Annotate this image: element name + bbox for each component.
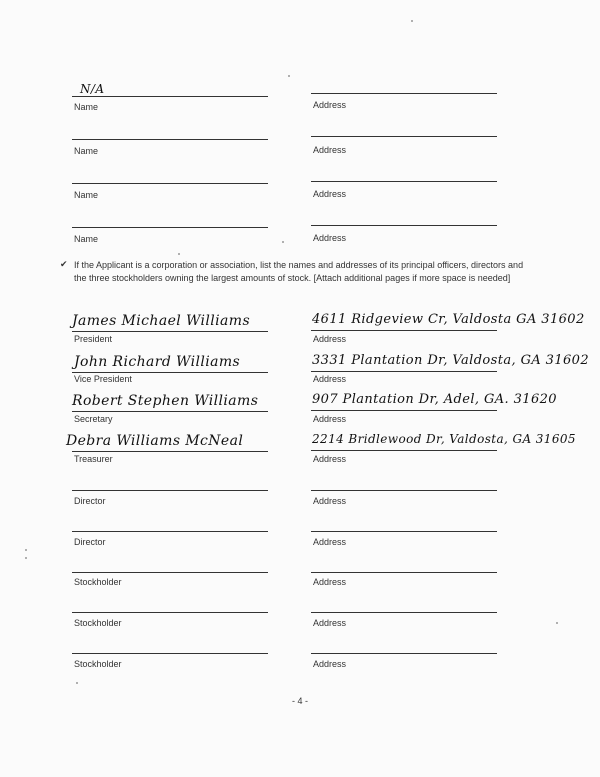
address-line-3 [311, 181, 497, 182]
officer-address-line-vice-president [311, 371, 497, 372]
officer-address-label-president: Address [313, 334, 347, 344]
officer-address-line-president [311, 330, 497, 331]
director-label-2: Director [74, 537, 106, 547]
instruction-text: If the Applicant is a corporation or association, list the names and addresses of its principal officers, directors and the three stockholders owning the largest amounts of stock. [Attach additional pages if more space is needed] [74, 260, 524, 283]
name-label-2: Name [74, 146, 99, 156]
name-label-1: Name [74, 102, 99, 112]
officer-address-secretary: 907 Plantation Dr, Adel, GA. 31620 [312, 392, 557, 407]
check-icon: ✔ [60, 259, 68, 269]
director-line-1 [72, 490, 268, 491]
officer-role-secretary: Secretary [74, 414, 113, 424]
address-line-4 [311, 225, 497, 226]
officer-name-treasurer: Debra Williams McNeal [66, 433, 244, 449]
name-label-4: Name [74, 234, 99, 244]
officer-address-label-treasurer: Address [313, 454, 347, 464]
officer-line-treasurer [72, 451, 268, 452]
scan-speck [25, 549, 27, 551]
officer-role-treasurer: Treasurer [74, 454, 113, 464]
address-label-3: Address [313, 189, 347, 199]
stockholder-line-2 [72, 612, 268, 613]
address-label-4: Address [313, 233, 347, 243]
name-label-3: Name [74, 190, 99, 200]
director-address-line-1 [311, 490, 497, 491]
scan-speck [178, 253, 180, 255]
name-line-3 [72, 183, 268, 184]
stockholder-label-2: Stockholder [74, 618, 122, 628]
scan-speck [556, 622, 558, 624]
officer-address-line-treasurer [311, 450, 497, 451]
stockholder-address-label-1: Address [313, 577, 347, 587]
officer-name-secretary: Robert Stephen Williams [72, 393, 259, 409]
officer-line-secretary [72, 411, 268, 412]
officer-address-line-secretary [311, 410, 497, 411]
stockholder-address-label-2: Address [313, 618, 347, 628]
officer-address-president: 4611 Ridgeview Cr, Valdosta GA 31602 [312, 312, 585, 327]
stockholder-address-line-2 [311, 612, 497, 613]
officer-address-vice-president: 3331 Plantation Dr, Valdosta, GA 31602 [312, 353, 590, 368]
officer-line-vice-president [72, 372, 268, 373]
scan-speck [25, 557, 27, 559]
scan-speck [76, 682, 78, 684]
stockholder-label-1: Stockholder [74, 577, 122, 587]
director-address-label-2: Address [313, 537, 347, 547]
address-line-2 [311, 136, 497, 137]
scan-speck [282, 241, 284, 243]
scan-speck [288, 75, 290, 77]
officer-line-president [72, 331, 268, 332]
name-line-2 [72, 139, 268, 140]
address-label-1: Address [313, 100, 347, 110]
officer-name-president: James Michael Williams [72, 313, 251, 329]
stockholder-line-1 [72, 572, 268, 573]
page-number: - 4 - [291, 696, 308, 706]
address-label-2: Address [313, 145, 347, 155]
officer-role-president: President [74, 334, 113, 344]
stockholder-address-line-3 [311, 653, 497, 654]
na-handwriting: N/A [80, 82, 105, 96]
scan-speck [411, 20, 413, 22]
director-label-1: Director [74, 496, 106, 506]
officer-name-vice-president: John Richard Williams [74, 354, 241, 370]
address-line-1 [311, 93, 497, 94]
stockholder-address-label-3: Address [313, 659, 347, 669]
stockholder-label-3: Stockholder [74, 659, 122, 669]
stockholder-line-3 [72, 653, 268, 654]
name-line-1 [72, 96, 268, 97]
director-address-line-2 [311, 531, 497, 532]
officer-address-label-vice-president: Address [313, 374, 347, 384]
officer-address-label-secretary: Address [313, 414, 347, 424]
officer-address-treasurer: 2214 Bridlewood Dr, Valdosta, GA 31605 [312, 432, 576, 446]
director-address-label-1: Address [313, 496, 347, 506]
name-line-4 [72, 227, 268, 228]
stockholder-address-line-1 [311, 572, 497, 573]
officer-role-vice-president: Vice President [74, 374, 132, 384]
director-line-2 [72, 531, 268, 532]
